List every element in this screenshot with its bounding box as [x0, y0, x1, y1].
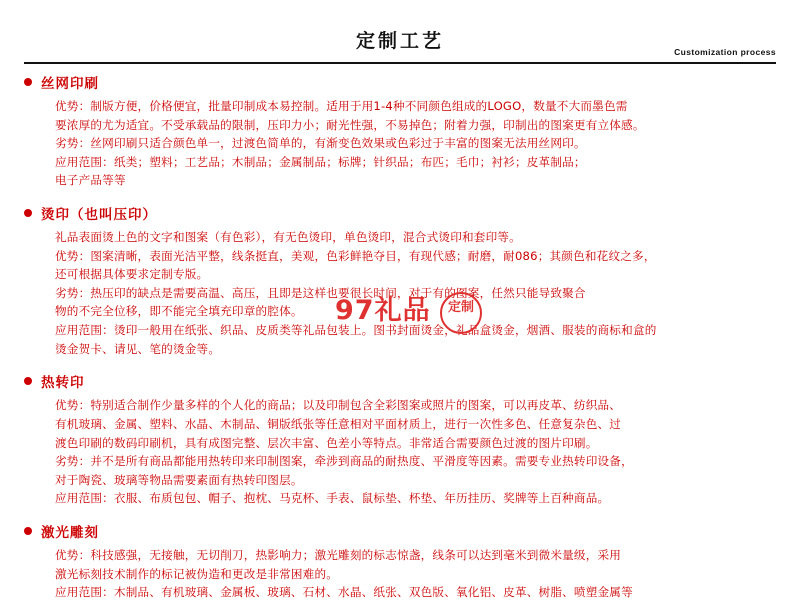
section-heading: [24, 72, 776, 92]
watermark-badge: 定制: [440, 292, 482, 334]
section-paragraph: 劣势：丝网印刷只适合颜色单一，过渡色简单的，有渐变色效果或色彩过于丰富的图案无法用丝网印。: [55, 136, 586, 151]
section-paragraph: 烫金贺卡、请见、笔的烫金等。: [55, 341, 221, 356]
section-paragraph: 应用范围：烫印一般用在纸张、织品、皮质类等礼品包装上。图书封面烫金，礼品盒烫金，烟酒、服装的商标和盒的: [55, 323, 657, 338]
bullet-icon: [24, 527, 32, 535]
watermark-text: 97礼品: [335, 295, 431, 326]
bullet-icon: [24, 209, 32, 217]
section-paragraph: 优势：特别适合制作少量多样的个人化的商品；以及印制包含全彩图案或照片的图案，可以再皮革、纺织品、: [55, 398, 622, 413]
page-title: 定制工艺: [355, 30, 444, 52]
section-laser-engraving: [24, 521, 776, 602]
section-paragraph: 优势：科技感强，无接触，无切削刀，热影响力；激光雕刻的标志惊盏，线条可以达到毫米到微米量级，采用: [55, 547, 622, 562]
section-title: 激光雕刻: [41, 524, 99, 541]
section-paragraph: 渡色印刷的数码印刷机，具有成图完整、层次丰富、色差小等特点。非常适合需要颜色过渡的图片印刷。: [55, 435, 598, 450]
section-title: 丝网印刷: [41, 76, 99, 92]
section-paragraph: 有机玻璃、金属、塑料、水晶、木制品、铜版纸张等任意相对平面材质上，进行一次性多色、任意复杂色、过: [55, 416, 622, 431]
section-paragraph: 劣势：并不是所有商品都能用热转印来印制图案，牵涉到商品的耐热度、平滑度等因素。需要专业热转印设备，: [55, 454, 633, 469]
section-paragraph: 劣势：热压印的缺点是需要高温、高压，且即是这样也要很长时间，对于有的图案，任然只能导致聚合: [55, 285, 586, 300]
bullet-icon: [24, 78, 32, 86]
section-paragraph: 应用范围：木制品、有机玻璃、金属板、玻璃、石材、水晶、纸张、双色版、氧化铝、皮革、树脂、喷塑金属等: [55, 585, 633, 600]
section-paragraph: 应用范围：衣服、布质包包、帽子、抱枕、马克杯、手表、鼠标垫、杯垫、年历挂历、奖牌等上百种商品。: [55, 491, 610, 506]
section-hot-stamping: [24, 203, 776, 358]
header-divider: [24, 62, 776, 64]
section-silkscreen: [24, 72, 776, 190]
section-paragraph: 优势：制版方便，价格便宜，批量印制成本易控制。适用于用1-4种不同颜色组成的LOGO，数量不大而墨色需: [55, 99, 628, 113]
bullet-icon: [24, 377, 32, 385]
section-paragraph: 激光标刻技术制作的标记被伪造和更改是非常困难的。: [55, 566, 339, 581]
section-heading: [24, 521, 776, 541]
page-header: [0, 0, 800, 53]
section-heat-transfer: [24, 371, 776, 508]
section-heading: [24, 203, 776, 223]
section-paragraph: 还可根据具体要求定制专版。: [55, 267, 209, 282]
section-paragraph: 要浓厚的尤为适宜。不受承载品的限制，压印力小；耐光性强，不易掉色；附着力强，印制出的图案更有立体感。: [55, 117, 645, 132]
section-heading: [24, 371, 776, 391]
section-paragraph: 礼品表面烫上色的文字和图案（有色彩），有无色烫印，单色烫印，混合式烫印和套印等。: [55, 230, 521, 245]
page-subtitle: Customization process: [674, 47, 776, 57]
section-paragraph: 电子产品等等: [55, 173, 126, 188]
section-paragraph: 物的不完全位移，即不能完全填充印章的腔体。: [55, 304, 303, 319]
section-title: 热转印: [41, 375, 85, 392]
section-paragraph: 应用范围：纸类；塑料；工艺品；木制品；金属制品；标牌；针织品；布匹；毛巾；衬衫；皮革制品；: [55, 154, 586, 169]
section-title: 烫印（也叫压印）: [41, 207, 157, 224]
section-paragraph: 优势：图案清晰，表面光洁平整，线条挺直，美观，色彩鲜艳夺目，有现代感；耐磨，耐086；其颜色和花纹之多，: [55, 248, 656, 263]
section-paragraph: 对于陶瓷、玻璃等物品需要素面有热转印图层。: [55, 472, 303, 487]
content-body: [0, 72, 800, 615]
